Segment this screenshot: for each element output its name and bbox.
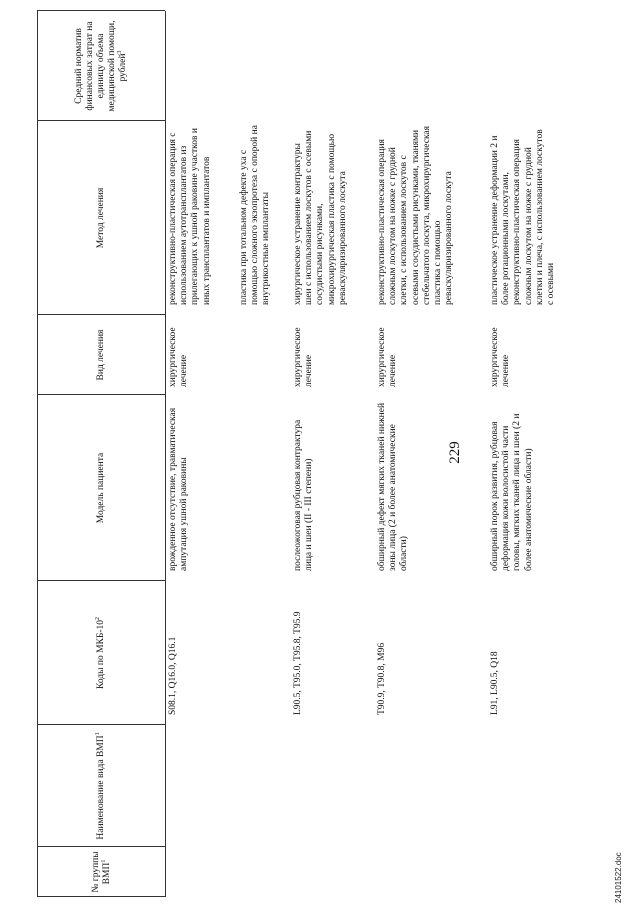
header-method-text: Метод лечения <box>96 187 106 249</box>
header-cost-text: Средний норматив финансовых затрат на единицу объема медицинской помощи, рублей$^3$ <box>74 20 128 112</box>
header-icd-codes <box>38 581 165 725</box>
row2-codes: L90.5, T95.0, T95.8, T95.9 <box>293 611 303 715</box>
row1-model: врожденное отсутствие, травматическая ампутация ушной раковины <box>168 407 190 571</box>
row2-model: послеожоговая рубцовая контрактура лица и шеи (II - III степени) <box>293 419 315 571</box>
row1-codes: S08.1, Q16.0, Q16.1 <box>168 636 178 715</box>
header-treatment-type <box>38 315 165 395</box>
row1-treatment: хирургическое лечение <box>168 327 190 387</box>
row4-treatment: хирургическое лечение <box>490 327 512 387</box>
row3-method-1: реконструктивно-пластическая операция сложным лоскутом на ножке с грудной клетки, с использованием лоскутов с осевыми сосудистыми рисунками, тканями стебельчатого лоскута, микрохирургическая пластика с помощью реваскуляризированного лоскута <box>377 126 455 305</box>
row3-codes: T90.9, T90.8, M96 <box>377 642 387 715</box>
header-method <box>38 121 165 315</box>
header-patient-model <box>38 395 165 581</box>
row2-treatment: хирургическое лечение <box>293 327 315 387</box>
row1-method-1: реконструктивно-пластическая операция с использованием аутотрансплантатов из прилегающих к ушной раковине участков и иных трансплантатов и имплантатов <box>168 128 212 305</box>
row4-method-1: пластическое устранение деформации 2 и более ротационными лоскутами, реконструктивно-пластическая операция сложным лоскутом на ножке с грудной клетки и плеча, с использованием лоскутов с осевыми <box>490 129 557 305</box>
col-sep <box>37 10 165 11</box>
page-number: 229 <box>447 441 463 464</box>
row3-model: обширный дефект мягких тканей нижней зоны лица (2 и более анатомические области) <box>377 402 410 571</box>
header-type-name-text: Наименование вида ВМП$^1$ <box>94 732 106 840</box>
row2-method-1: хирургическое устранение контрактуры шеи с использованием лоскутов с осевыми сосудистыми рисунками, микрохирургическая пластика с помощью реваскуляризированного лоскута <box>293 130 348 305</box>
document-id: 24101522.doc <box>614 852 623 903</box>
header-cost <box>38 12 165 120</box>
header-group-no <box>38 847 165 897</box>
row4-codes: L91, L90.5, Q18 <box>490 651 500 715</box>
header-group-no-text: № группы ВМП$^1$ <box>90 851 112 893</box>
header-patient-model-text: Модель пациента <box>96 452 106 524</box>
row4-model: обширный порок развития, рубцовая деформация кожи волосистой части головы, мягких тканей лица и шеи (2 и более анатомические области) <box>490 413 534 571</box>
header-treatment-type-text: Вид лечения <box>96 329 106 381</box>
row3-treatment: хирургическое лечение <box>377 327 399 387</box>
header-bottom-border <box>165 11 166 897</box>
header-icd-codes-text: Коды по МКБ-$10^2$ <box>94 616 106 690</box>
row1-method-2: пластика при тотальном дефекте уха с помощью сложного экзопротеза с опорой на внутрикостные имплантаты <box>239 125 272 305</box>
header-type-name <box>38 725 165 847</box>
